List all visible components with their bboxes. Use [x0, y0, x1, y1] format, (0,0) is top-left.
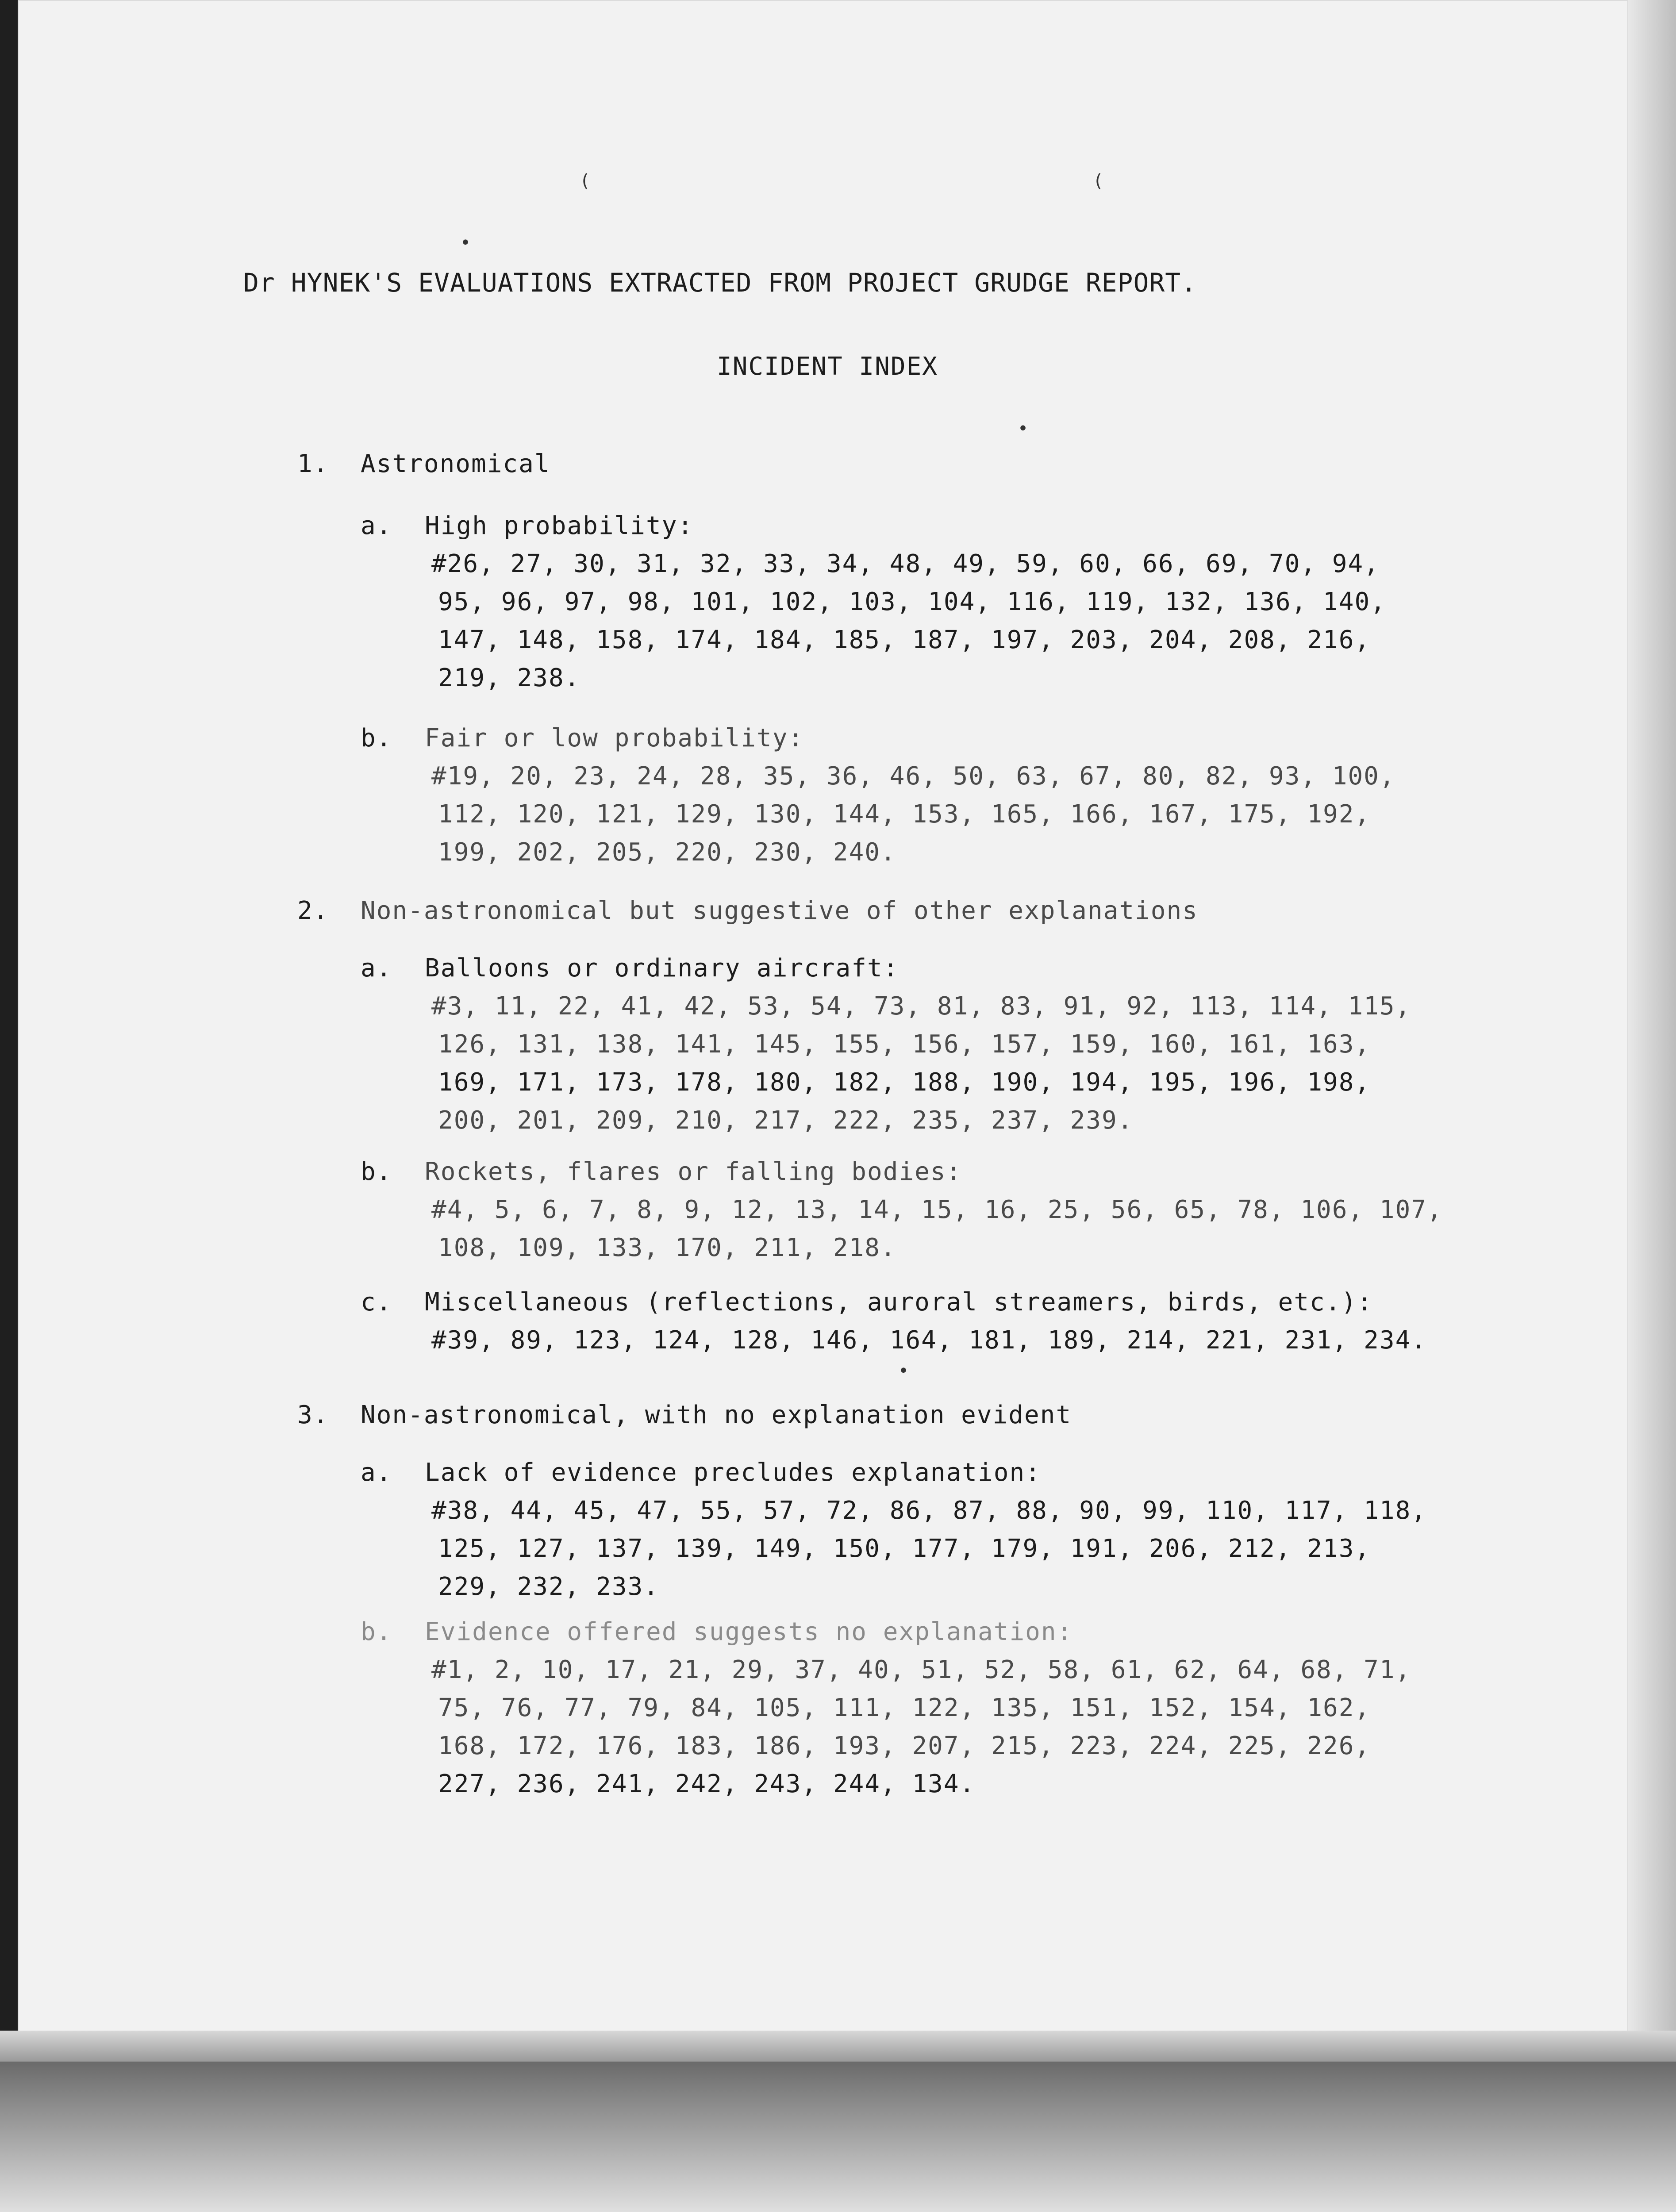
section-2a-line-3: 169, 171, 173, 178, 180, 182, 188, 190, 194, 195, 196, 198,: [438, 1068, 1371, 1097]
section-2b-line-1: #4, 5, 6, 7, 8, 9, 12, 13, 14, 15, 16, 25, 56, 65, 78, 106, 107,: [431, 1195, 1443, 1224]
section-1-number: 1.: [297, 449, 329, 478]
section-3a-label: Lack of evidence precludes explanation:: [425, 1458, 1041, 1487]
section-3b-label: Evidence offered suggests no explanation:: [425, 1617, 1073, 1646]
document-title: Dr HYNEK'S EVALUATIONS EXTRACTED FROM PROJECT GRUDGE REPORT.: [243, 268, 1197, 298]
section-3a-line-3: 229, 232, 233.: [438, 1572, 660, 1601]
section-3-number: 3.: [297, 1401, 329, 1429]
section-2b-line-2: 108, 109, 133, 170, 211, 218.: [438, 1233, 896, 1262]
section-2-number: 2.: [297, 896, 329, 925]
section-2-title: Non-astronomical but suggestive of other explanations: [361, 896, 1198, 925]
section-1b-line-3: 199, 202, 205, 220, 230, 240.: [438, 838, 896, 867]
section-3b-line-3: 168, 172, 176, 183, 186, 193, 207, 215, 223, 224, 225, 226,: [438, 1732, 1371, 1760]
stray-mark: (: [580, 171, 592, 191]
section-3a-line-1: #38, 44, 45, 47, 55, 57, 72, 86, 87, 88, 90, 99, 110, 117, 118,: [431, 1496, 1427, 1525]
stray-dot: •: [898, 1361, 910, 1381]
section-1a-letter: a.: [361, 511, 392, 540]
section-3-title: Non-astronomical, with no explanation evident: [361, 1401, 1072, 1429]
section-1a-line-1: #26, 27, 30, 31, 32, 33, 34, 48, 49, 59, 60, 66, 69, 70, 94,: [431, 549, 1380, 578]
stray-dot: •: [460, 233, 472, 253]
section-1a-line-3: 147, 148, 158, 174, 184, 185, 187, 197, 203, 204, 208, 216,: [438, 626, 1371, 654]
section-1b-label: Fair or low probability:: [425, 724, 804, 753]
stray-dot: •: [1018, 419, 1030, 439]
section-2a-letter: a.: [361, 954, 392, 983]
document-subtitle: INCIDENT INDEX: [717, 352, 938, 381]
section-3b-line-4: 227, 236, 241, 242, 243, 244, 134.: [438, 1770, 976, 1798]
section-3b-line-1: #1, 2, 10, 17, 21, 29, 37, 40, 51, 52, 58, 61, 62, 64, 68, 71,: [431, 1655, 1411, 1684]
section-2c-label: Miscellaneous (reflections, auroral streamers, birds, etc.):: [425, 1288, 1373, 1317]
section-1a-line-4: 219, 238.: [438, 664, 580, 692]
stray-mark: (: [1093, 171, 1105, 191]
section-1a-label: High probability:: [425, 511, 694, 540]
section-1b-letter: b.: [361, 724, 392, 753]
section-3a-line-2: 125, 127, 137, 139, 149, 150, 177, 179, 191, 206, 212, 213,: [438, 1534, 1371, 1563]
section-1-title: Astronomical: [361, 449, 550, 478]
section-2c-line-1: #39, 89, 123, 124, 128, 146, 164, 181, 189, 214, 221, 231, 234.: [431, 1326, 1427, 1355]
section-2a-line-2: 126, 131, 138, 141, 145, 155, 156, 157, 159, 160, 161, 163,: [438, 1030, 1371, 1059]
section-2c-letter: c.: [361, 1288, 392, 1317]
section-2a-label: Balloons or ordinary aircraft:: [425, 954, 899, 983]
section-2a-line-1: #3, 11, 22, 41, 42, 53, 54, 73, 81, 83, 91, 92, 113, 114, 115,: [431, 992, 1411, 1021]
section-1b-line-2: 112, 120, 121, 129, 130, 144, 153, 165, 166, 167, 175, 192,: [438, 800, 1371, 829]
section-1a-line-2: 95, 96, 97, 98, 101, 102, 103, 104, 116, 119, 132, 136, 140,: [438, 588, 1386, 616]
section-2b-label: Rockets, flares or falling bodies:: [425, 1157, 962, 1186]
section-2a-line-4: 200, 201, 209, 210, 217, 222, 235, 237, 239.: [438, 1106, 1134, 1135]
section-2b-letter: b.: [361, 1157, 392, 1186]
section-3a-letter: a.: [361, 1458, 392, 1487]
section-3b-line-2: 75, 76, 77, 79, 84, 105, 111, 122, 135, 151, 152, 154, 162,: [438, 1694, 1371, 1722]
section-1b-line-1: #19, 20, 23, 24, 28, 35, 36, 46, 50, 63, 67, 80, 82, 93, 100,: [431, 762, 1395, 791]
section-3b-letter: b.: [361, 1617, 392, 1646]
